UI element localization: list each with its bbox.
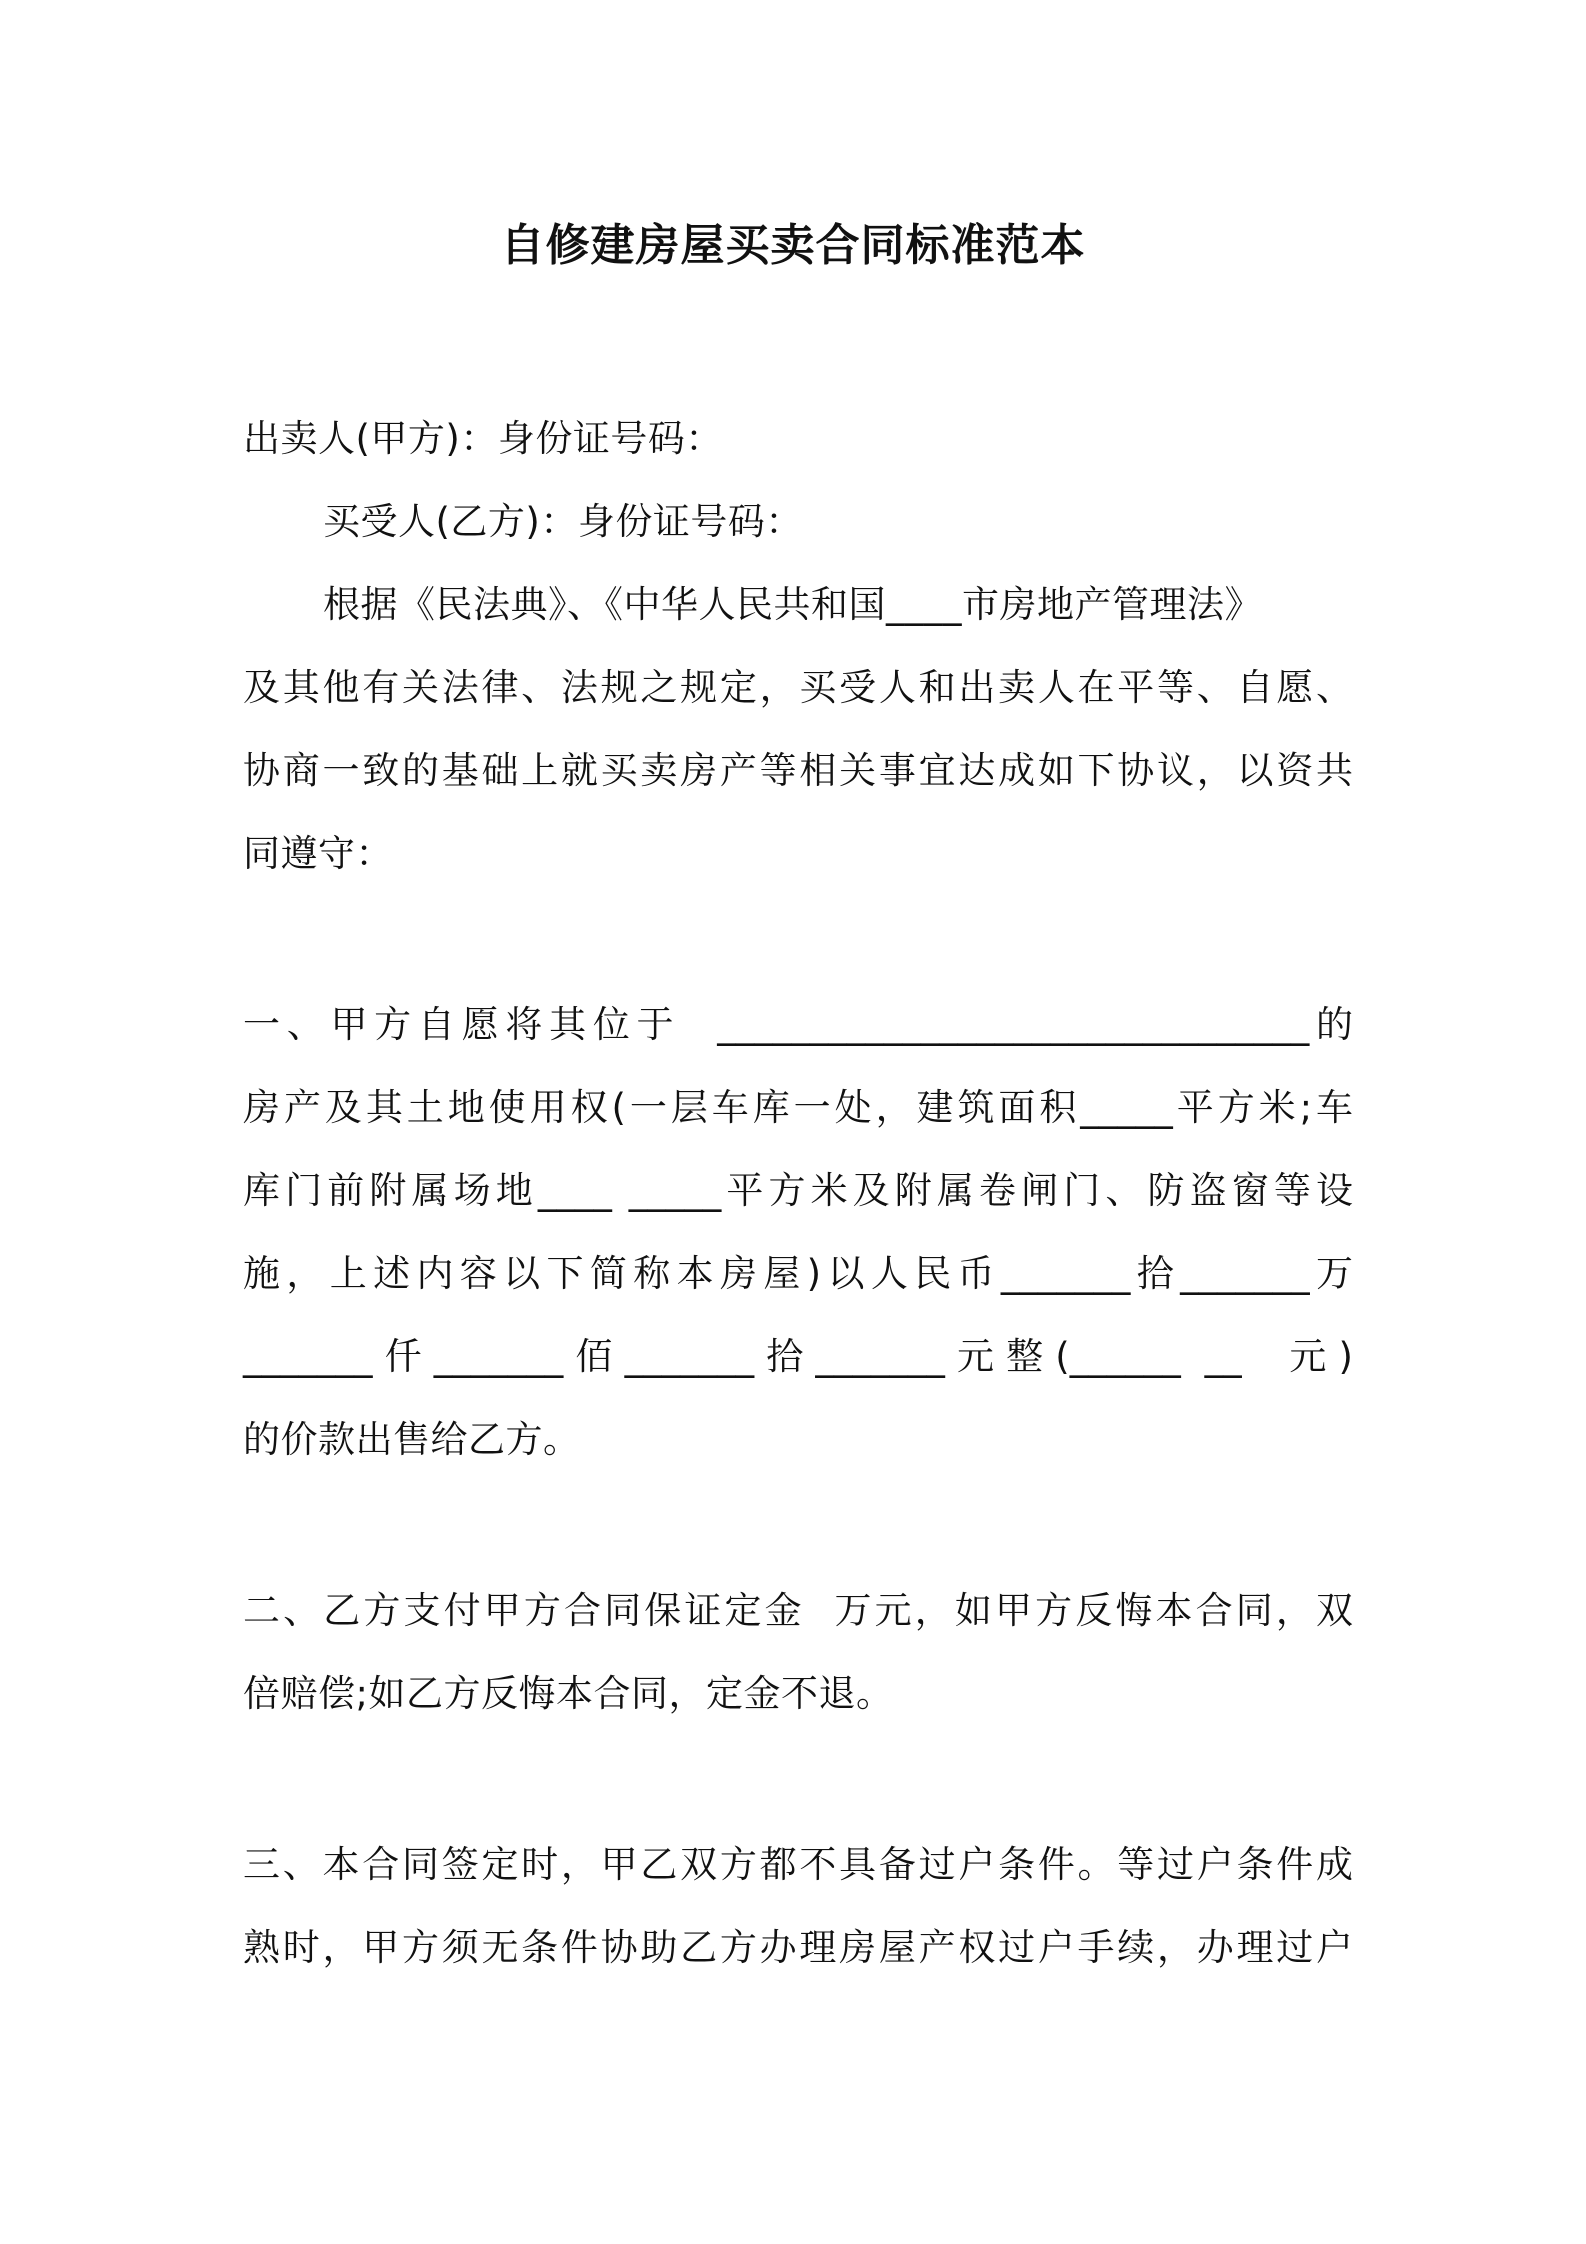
clause-1-line-4: 施，上述内容以下简称本房屋)以人民币_______拾_______万	[243, 1252, 1353, 1295]
clause-1-line-2: 房产及其土地使用权(一层车库一处，建筑面积_____平方米;车	[243, 1086, 1353, 1129]
seller-line: 出卖人(甲方)：身份证号码：	[243, 417, 723, 460]
clause-1-line-6: 的价款出售给乙方。	[243, 1418, 581, 1461]
clause-1-line-5: _______仟_______佰_______拾_______元整(______ __ 元)	[243, 1335, 1353, 1378]
document-title: 自修建房屋买卖合同标准范本	[500, 220, 1086, 271]
clause-1-line-3: 库门前附属场地____ _____平方米及附属卷闸门、防盗窗等设	[243, 1169, 1353, 1212]
buyer-line: 买受人(乙方)：身份证号码：	[323, 500, 803, 543]
clause-1-line-1: 一、甲方自愿将其位于 ________________________________的	[243, 1003, 1353, 1046]
preamble-line-1: 根据《民法典》、《中华人民共和国____市房地产管理法》	[323, 583, 1262, 626]
preamble-line-2: 及其他有关法律、法规之规定，买受人和出卖人在平等、自愿、	[243, 666, 1353, 709]
clause-2-line-1: 二、乙方支付甲方合同保证定金 万元，如甲方反悔本合同，双	[243, 1589, 1353, 1632]
preamble-line-3: 协商一致的基础上就买卖房产等相关事宜达成如下协议，以资共	[243, 749, 1353, 792]
clause-3-line-2: 熟时，甲方须无条件协助乙方办理房屋产权过户手续，办理过户	[243, 1926, 1353, 1969]
preamble-line-4: 同遵守：	[243, 832, 393, 875]
clause-3-line-1: 三、本合同签定时，甲乙双方都不具备过户条件。等过户条件成	[243, 1843, 1353, 1886]
clause-2-line-2: 倍赔偿;如乙方反悔本合同，定金不退。	[243, 1672, 894, 1715]
